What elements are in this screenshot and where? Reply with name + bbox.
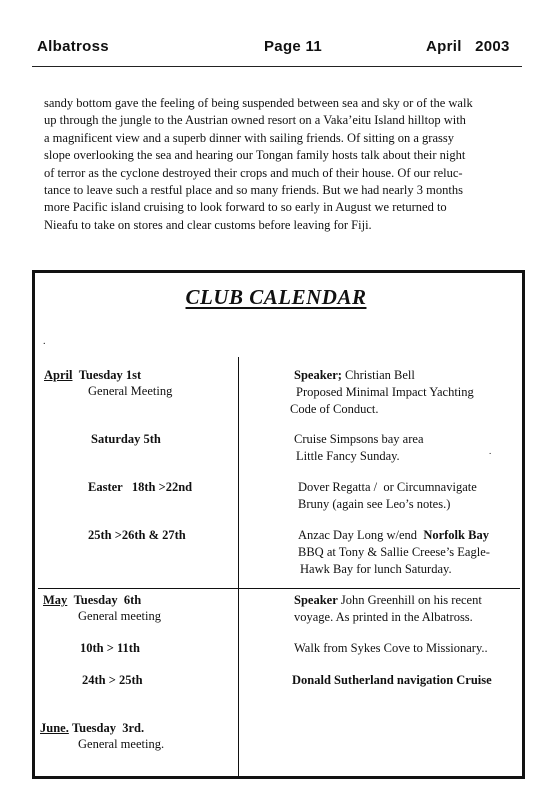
may-item-3: Donald Sutherland navigation Cruise: [292, 673, 492, 687]
april-item-4-line2: BBQ at Tony & Sallie Creese’s Eagle-: [298, 545, 490, 560]
may-item-1: [294, 592, 482, 626]
april-item-4-line3: Hawk Bay for lunch Saturday.: [300, 562, 452, 577]
april-item-2: [294, 431, 424, 465]
april-event-1: General Meeting: [88, 384, 173, 398]
stray-mark-right: .: [489, 446, 492, 456]
april-item-1-line3: Code of Conduct.: [290, 402, 379, 417]
intro-line: tance to leave such a restful place and so many friends. But we had nearly 3 months: [44, 183, 463, 198]
month-label-april: April: [44, 368, 73, 382]
april-item-1: [290, 367, 474, 419]
may-item-2: Walk from Sykes Cove to Missionary..: [294, 641, 488, 655]
may-item-1-line2: voyage. As printed in the Albatross.: [294, 610, 473, 625]
intro-paragraph: [44, 95, 524, 234]
intro-line: up through the jungle to the Austrian owned resort on a Vaka’eitu Island hilltop with: [44, 113, 466, 128]
april-date-2: Saturday 5th: [91, 432, 161, 446]
intro-line: sandy bottom gave the feeling of being suspended between sea and sky or of the walk: [44, 96, 473, 110]
speaker-name: Christian Bell: [341, 368, 415, 382]
month-label-june: June.: [40, 721, 69, 735]
intro-line: Nieafu to take on stores and clear customs before leaving for Fiji.: [44, 217, 372, 232]
may-speaker-label: Speaker: [294, 593, 338, 607]
speaker-label: Speaker;: [294, 368, 342, 382]
may-date-1: Tuesday 6th: [73, 593, 142, 607]
june-heading: [40, 720, 144, 737]
april-item-4-text: Anzac Day Long w/end: [298, 528, 424, 542]
april-item-3: [298, 479, 477, 513]
page-number: Page 11: [264, 38, 322, 55]
issue-date: April 2003: [426, 38, 510, 55]
june-event-1: General meeting.: [78, 737, 165, 751]
june-date-1: Tuesday 3rd.: [71, 721, 145, 735]
april-item-2-line1: Cruise Simpsons bay area: [294, 432, 424, 446]
april-date-4: 25th >26th & 27th: [88, 528, 186, 542]
month-divider: [38, 588, 520, 589]
april-item-4-bold: Norfolk Bay: [423, 528, 489, 542]
calendar-title: CLUB CALENDAR: [185, 285, 367, 309]
may-heading: [43, 592, 141, 609]
column-divider: [238, 357, 239, 776]
april-item-4: [298, 527, 490, 579]
april-date-3: Easter 18th >22nd: [88, 480, 193, 494]
april-item-1-line2: Proposed Minimal Impact Yachting: [296, 385, 474, 400]
month-label-may: May: [43, 593, 68, 607]
publication-title: Albatross: [37, 38, 109, 55]
header-rule: [32, 66, 522, 67]
april-item-3-line2: Bruny (again see Leo’s notes.): [298, 497, 451, 512]
intro-line: a magnificent view and a superb dinner with sailing friends. Of sitting on a grassy: [44, 130, 454, 145]
april-heading: [44, 367, 141, 384]
intro-line: slope overlooking the sea and hearing our Tongan family hosts talk about their night: [44, 148, 466, 163]
may-event-1: General meeting: [78, 609, 161, 623]
may-date-3: 24th > 25th: [82, 673, 143, 687]
intro-line: of terror as the cyclone destroyed their crops and much of their house. Of our reluc-: [44, 165, 463, 180]
may-speaker-text: John Greenhill on his recent: [337, 593, 482, 607]
may-date-2: 10th > 11th: [80, 641, 140, 655]
stray-mark: .: [43, 336, 46, 347]
intro-line: more Pacific island cruising to look forward to so early in August we returned to: [44, 200, 447, 215]
april-date-1: Tuesday 1st: [78, 368, 142, 382]
april-item-3-line1: Dover Regatta / or Circumnavigate: [298, 480, 477, 494]
april-item-2-line2: Little Fancy Sunday.: [296, 449, 400, 464]
club-calendar-box: [32, 270, 525, 779]
